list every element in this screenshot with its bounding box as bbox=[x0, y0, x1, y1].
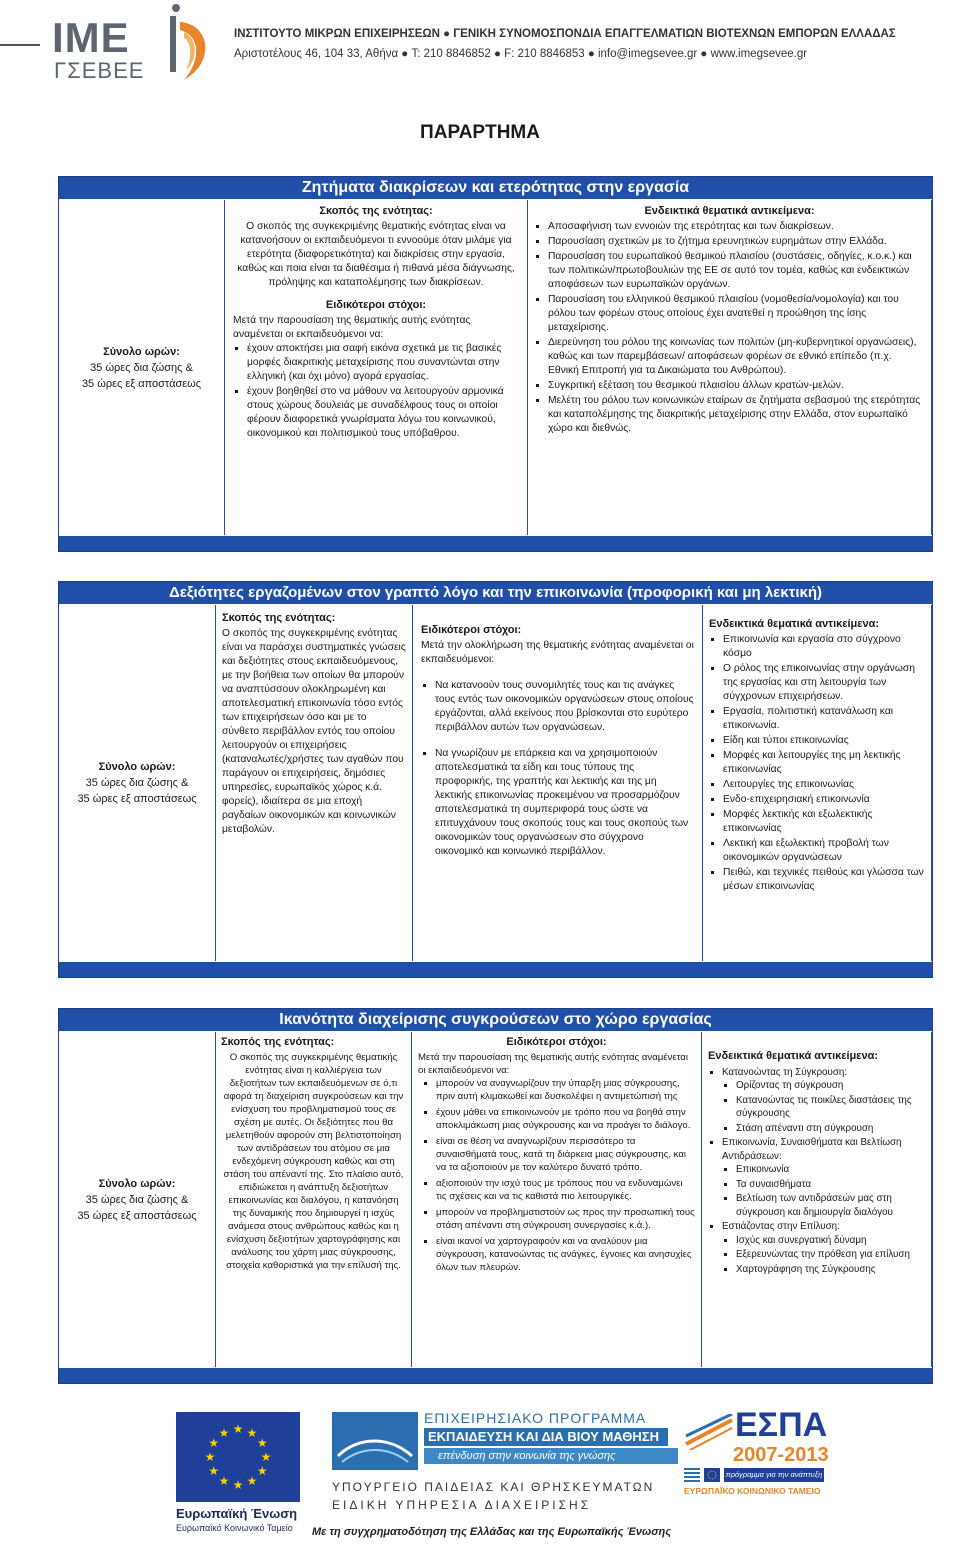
eu-star-icon: ★ bbox=[218, 1425, 230, 1440]
topic-item: ▪ Ορίζοντας τη σύγκρουση bbox=[736, 1079, 925, 1093]
program-line-3: επένδυση στην κοινωνία της γνώσης bbox=[424, 1448, 678, 1464]
eu-fund-label: Ευρωπαϊκό Κοινωνικό Ταμείο bbox=[176, 1523, 293, 1533]
goals-intro: Μετά την ολοκλήρωση της θεματικής ενότητας αναμένεται οι εκπαιδευόμενοι: bbox=[421, 640, 694, 665]
page-title: ΠΑΡΑΡΤΗΜΑ bbox=[420, 122, 540, 143]
ministry-line-1: ΥΠΟΥΡΓΕΙΟ ΠΑΙΔΕΙΑΣ ΚΑΙ ΘΡΗΣΚΕΥΜΑΤΩΝ bbox=[332, 1480, 655, 1494]
purpose-heading: Σκοπός της ενότητας: bbox=[221, 1036, 335, 1048]
hours-cell bbox=[59, 200, 225, 535]
topic-group bbox=[722, 1220, 925, 1276]
module-title: Ικανότητα διαχείρισης συγκρούσεων στο χώρο εργασίας bbox=[59, 1009, 932, 1031]
goal-item: ▪ είναι σε θέση να αναγνωρίζουν περισσότερο τα συναισθήματά τους, κατά τη διάρκεια μιας σύγκρουσης, και να τα αξιοποιούν με τον καλύτερο δυνατό τρόπο. bbox=[436, 1135, 695, 1174]
topic-item: ▪ Ο ρόλος της επικοινωνίας στην οργάνωση της εργασίας και στη λειτουργία των σύγχρονων επιχειρήσεων. bbox=[723, 662, 925, 704]
topics-cell bbox=[528, 200, 932, 535]
topic-item: ▪ Κατανοώντας τις ποικίλες διαστάσεις της σύγκρουσης bbox=[736, 1094, 925, 1121]
eu-star-icon: ★ bbox=[208, 1436, 220, 1450]
greek-eu-flags-icon bbox=[684, 1468, 720, 1482]
espa-fund-label: ΕΥΡΩΠΑΪΚΟ ΚΟΙΝΩΝΙΚΟ ΤΑΜΕΙΟ bbox=[684, 1486, 821, 1496]
topics-heading: Ενδεικτικά θεματικά αντικείμενα: bbox=[709, 618, 880, 630]
topic-item: ▪ Χαρτογράφηση της Σύγκρουσης bbox=[736, 1263, 925, 1277]
topic-item: ▪ Εργασία, πολιτιστική κατανάλωση και επικοινωνία. bbox=[723, 705, 925, 733]
goal-item: ▪ έχουν αποκτήσει μια σαφή εικόνα σχετικά με τις βασικές μορφές διακριτικής μεταχείρισης που συναντώνται στην ελληνική (και όχι μόνο) αγορά εργασίας. bbox=[247, 342, 519, 384]
goal-item: ▪ έχουν βοηθηθεί στο να μάθουν να λειτουργούν αρμονικά στους χώρους δουλειάς με συναδέλφους τους οι οποίοι φέρουν διαφορετικά γνωρίσματα λόγω του κοινωνικού, οικονομικού και πολιτισμικού τους υπόβαθρου. bbox=[247, 385, 519, 441]
table-footer-bar bbox=[59, 536, 932, 551]
topic-item: ▪ Βελτίωση των αντιδράσεών μας στη σύγκρουση και δημιουργία διαλόγου bbox=[736, 1192, 925, 1219]
eu-star-icon: ★ bbox=[232, 1478, 244, 1492]
purpose-heading: Σκοπός της ενότητας: bbox=[319, 205, 433, 217]
eu-star-icon: ★ bbox=[256, 1436, 268, 1450]
cofunding-statement: Με τη συγχρηματοδότηση της Ελλάδας και της Ευρωπαϊκής Ένωσης bbox=[312, 1526, 672, 1538]
topic-item: ▪ Παρουσίαση σχετικών με το ζήτημα ερευνητικών ευρημάτων στην Ελλάδα. bbox=[548, 235, 925, 249]
module-title: Δεξιότητες εργαζομένων στον γραπτό λόγο και την επικοινωνία (προφορική και μη λεκτική) bbox=[59, 582, 932, 604]
org-line: ΙΝΣΤΙΤΟΥΤΟ ΜΙΚΡΩΝ ΕΠΙΧΕΙΡΗΣΕΩΝ ● ΓΕΝΙΚΗ ΣΥΝΟΜΟΣΠΟΝΔΙΑ ΕΠΑΓΓΕΛΜΑΤΙΩΝ ΒΙΟΤΕΧΝΩΝ ΕΜΠΟΡΩΝ ΕΛΛΑΔΑΣ bbox=[234, 28, 896, 40]
purpose-goals-cell bbox=[225, 200, 528, 535]
topic-group bbox=[722, 1066, 925, 1136]
hours-cell bbox=[59, 1032, 216, 1367]
goal-item: ▪ έχουν μάθει να επικοινωνούν με τρόπο που να βοηθά στην αποκλιμάκωση μιας σύγκρουσης και να προάγει το διάλογο. bbox=[436, 1106, 695, 1132]
ministry-line-2: ΕΙΔΙΚΗ ΥΠΗΡΕΣΙΑ ΔΙΑΧΕΙΡΙΣΗΣ bbox=[332, 1498, 592, 1512]
topic-group-label: Κατανοώντας τη Σύγκρουση: bbox=[722, 1066, 848, 1078]
program-line-1: ΕΠΙΧΕΙΡΗΣΙΑΚΟ ΠΡΟΓΡΑΜΜΑ bbox=[424, 1410, 647, 1426]
goals-intro: Μετά την παρουσίαση της θεματικής αυτής ενότητας αναμένεται οι εκπαιδευόμενοι να: bbox=[418, 1052, 688, 1076]
module-title: Ζητήματα διακρίσεων και ετερότητας στην εργασία bbox=[59, 177, 932, 199]
contact-line: Αριστοτέλους 46, 104 33, Αθήνα ● T: 210 8846852 ● F: 210 8846853 ● info@imegsevee.gr ● www.imegsevee.gr bbox=[234, 48, 808, 60]
eu-star-icon: ★ bbox=[208, 1464, 220, 1478]
espa-years: 2007-2013 bbox=[733, 1444, 829, 1466]
topic-item: ▪ Διερεύνηση του ρόλου της κοινωνίας των πολιτών (μη-κυβερνητικοί οργανώσεις), καθώς και των παρεμβάσεων/ αποφάσεων φορέων σε εθνικό επίπεδο (π.χ. Εθνική Επιτροπή για τα Δικαιώματα του Ανθρώπου). bbox=[548, 336, 925, 378]
topic-item: ▪ Τα συναισθήματα bbox=[736, 1178, 925, 1192]
eu-star-icon: ★ bbox=[246, 1425, 258, 1440]
espa-tagline: πρόγραμμα για την ανάπτυξη bbox=[724, 1468, 824, 1482]
goal-item: ▪ αξιοποιούν την ισχύ τους με τρόπους που να ενδυναμώνει τις σχέσεις και να τις καθιστά πιο λειτουργικές. bbox=[436, 1177, 695, 1203]
hours-label: Σύνολο ωρών: bbox=[98, 761, 176, 773]
topic-item: ▪ Λειτουργίες της επικοινωνίας bbox=[723, 778, 925, 792]
topic-item: ▪ Συγκριτική εξέταση του θεσμικού πλαισίου άλλων κρατών-μελών. bbox=[548, 379, 925, 393]
hours-remote: 35 ώρες εξ αποστάσεως bbox=[77, 1209, 197, 1222]
topics-cell bbox=[703, 605, 932, 961]
topic-item: ▪ Ενδο-επιχειρησιακή επικοινωνία bbox=[723, 793, 925, 807]
funding-logos bbox=[0, 1400, 960, 1547]
table-footer-bar bbox=[59, 962, 932, 977]
topic-item: ▪ Λεκτική και εξωλεκτική προβολή των οικονομικών οργανώσεων bbox=[723, 837, 925, 865]
hours-label: Σύνολο ωρών: bbox=[103, 345, 180, 358]
hours-remote: 35 ώρες εξ αποστάσεως bbox=[81, 377, 202, 390]
goals-heading: Ειδικότεροι στόχοι: bbox=[421, 624, 522, 636]
hours-cell bbox=[59, 605, 216, 961]
purpose-cell bbox=[216, 1032, 412, 1367]
topic-item: ▪ Επικοινωνία bbox=[736, 1163, 925, 1177]
topic-item: ▪ Μελέτη του ρόλου των κοινωνικών εταίρων σε ζητήματα σεβασμού της ετερότητας και καταπολέμησης της διακριτικής μεταχείρισης στην Ελλάδα, στον ευρωπαϊκό χώρο και διεθνώς. bbox=[548, 394, 925, 436]
program-line-2: ΕΚΠΑΙΔΕΥΣΗ ΚΑΙ ΔΙΑ ΒΙΟΥ ΜΑΘΗΣΗ bbox=[424, 1428, 668, 1446]
topic-item: ▪ Ισχύς και συνεργατική δύναμη bbox=[736, 1234, 925, 1248]
table-footer-bar bbox=[59, 1368, 932, 1383]
eu-flag-icon bbox=[176, 1412, 300, 1502]
espa-swoosh-icon bbox=[684, 1414, 734, 1450]
topic-item: ▪ Στάση απέναντι στη σύγκρουση bbox=[736, 1122, 925, 1136]
eu-label: Ευρωπαϊκή Ένωση bbox=[176, 1506, 298, 1521]
topic-item: ▪ Μορφές λεκτικής και εξωλεκτικής επικοινωνίας bbox=[723, 808, 925, 836]
eu-star-icon: ★ bbox=[246, 1474, 258, 1489]
hours-in-person: 35 ώρες δια ζώσης & bbox=[85, 1193, 189, 1206]
topic-group-label: Εστιάζοντας στην Επίλυση: bbox=[722, 1221, 840, 1232]
header-rule bbox=[0, 44, 40, 46]
logo-gsevee-text: ΓΣΕΒΕΕ bbox=[54, 58, 145, 83]
logo-mark-icon bbox=[150, 2, 216, 86]
goal-item: ▪ είναι ικανοί να χαρτογραφούν και να αναλύουν μια σύγκρουση, κατανοώντας τις ανάγκες, έγνοιες και ανησυχίες όλων των πλευρών. bbox=[436, 1235, 695, 1274]
module-table-conflict bbox=[58, 1008, 933, 1384]
goal-item: ▪ μπορούν να προβληματιστούν ως προς την προσωπική τους στάση απέναντι στη σύγκρουση συνεργασίες κ.ά.). bbox=[436, 1206, 695, 1232]
logo-ime-text: ΙΜΕ bbox=[52, 14, 130, 61]
letterhead bbox=[0, 0, 960, 90]
topic-group bbox=[722, 1136, 925, 1219]
lifelong-learning-emblem-icon bbox=[332, 1412, 418, 1470]
purpose-text: Ο σκοπός της συγκεκριμένης θεματικής ενότητας είναι η καλλιέργεια των δεξιοτήτων των εκπαιδευόμενων σε ό,τι αφορά τη διαχείριση συγκρούσεων και την ενίσχυση του προβληματισμού τους σε σχέση με αυτές. Οι δεξιότητες που θα μελετηθούν αφορούν στη βελτιστοποίηση των αντιδράσεων του ατόμου σε μια ενδεχόμενη σύγκρουση καθώς και στη στάση του απέναντί της. Στο πλαίσιο αυτό, επιδιώκεται η ανάπτυξη δεξιοτήτων επικοινωνίας και διαλόγου, η κατανόηση της δυναμικής που δημιουργεί η ισχύς ανάμεσα στους ανθρώπους καθώς και η ενίσχυση δεξιοτήτων χαρτογράφησης και ανάλυσης του χάρτη μιας σύγκρουσης, στοιχεία καθοριστικά για την επίλυσή της. bbox=[223, 1052, 404, 1271]
goals-heading: Ειδικότεροι στόχοι: bbox=[325, 299, 427, 311]
purpose-heading: Σκοπός της ενότητας: bbox=[222, 612, 336, 624]
module-table-communication bbox=[58, 581, 933, 978]
eu-star-icon: ★ bbox=[218, 1474, 230, 1489]
goal-item: ▪ Να γνωρίζουν με επάρκεια και να χρησιμοποιούν αποτελεσματικά τα είδη και τους τύπους της προφορικής, της γραπτής και λεκτικής και της μη λεκτικής επικοινωνίας προκειμένου να προσαρμόζουν αποτελεσματικά τη συμπεριφορά τους ώστε να επιτυγχάνουν τους σκοπούς τους και τους σκοπούς των οικονομικών τους οργανώσεων στο σύγχρονο οικονομικό και κοινωνικό περιβάλλον. bbox=[435, 747, 694, 859]
topics-heading: Ενδεικτικά θεματικά αντικείμενα: bbox=[644, 205, 815, 217]
eu-star-icon: ★ bbox=[256, 1464, 268, 1478]
topic-item: ▪ Παρουσίαση του ελληνικού θεσμικού πλαισίου (νομοθεσία/νομολογία) και του ρόλου των φορέων στους οποίους έχει ανατεθεί η προώθηση της ίσης μεταχείρισης. bbox=[548, 293, 925, 335]
topics-heading: Ενδεικτικά θεματικά αντικείμενα: bbox=[708, 1050, 879, 1062]
eu-star-icon: ★ bbox=[260, 1450, 272, 1464]
topic-item: ▪ Είδη και τύποι επικοινωνίας bbox=[723, 734, 925, 748]
hours-in-person: 35 ώρες δια ζώσης & bbox=[85, 777, 189, 789]
goals-cell bbox=[412, 1032, 702, 1367]
topic-item: ▪ Πειθώ, και τεχνικές πειθούς και γλώσσα των μέσων επικοινωνίας bbox=[723, 866, 925, 894]
topic-group-label: Επικοινωνία, Συναισθήματα και Βελτίωση Αντιδράσεων: bbox=[722, 1137, 902, 1162]
purpose-text: Ο σκοπός της συγκεκριμένης θεματικής ενότητας είναι να κατανοήσουν οι εκπαιδευόμενοι τι εννοούμε όταν μιλάμε για ετερότητα (διαφορετικότητα) και διακρίσεις στην εργασία, καθώς και ποια είναι τα διαθέσιμα ή πιθανά μέσα διάγνωσης, πρόληψης και καταπολέμησης των διακρίσεων. bbox=[237, 221, 515, 288]
espa-logo-text: ΕΣΠΑ bbox=[735, 1406, 828, 1444]
topic-item: ▪ Εξερευνώντας την πρόθεση για επίλυση bbox=[736, 1248, 925, 1262]
topic-item: ▪ Παρουσίαση του ευρωπαϊκού θεσμικού πλαισίου (συστάσεις, οδηγίες, κ.ο.κ.) και των πολιτικών/πρωτοβουλιών της ΕΕ σε αυτό τον τομέα, καθώς και ενδεικτικών αποφάσεων των ευρωπαϊκών οργάνων. bbox=[548, 250, 925, 292]
goals-cell bbox=[413, 605, 703, 961]
purpose-cell bbox=[216, 605, 413, 961]
topics-cell bbox=[702, 1032, 932, 1367]
purpose-text: Ο σκοπός της συγκεκριμένης ενότητας είναι να παράσχει συστηματικές γνώσεις και δεξιότητες στους εκπαιδευόμενους, με την βοήθεια των οποίων θα μπορούν να αναπτύσσουν ολοκληρωμένη και αποτελεσματική επικοινωνία τόσο εντός των επιχειρήσεων όσο και με το σύνθετο περιβάλλον εντός του οποίου λειτουργούν οι επιχειρήσεις (καταναλωτές/χρήστες των αγαθών που παράγουν οι επιχειρήσεις, δημόσιες υπηρεσίες, ευρωπαϊκός χώρος κ.ά. φορείς), ιδιαίτερα σε μια εποχή ραγδαίων οικονομικών και κοινωνικών μεταβολών. bbox=[222, 628, 406, 835]
topic-item: ▪ Επικοινωνία και εργασία στο σύγχρονο κόσμο bbox=[723, 633, 925, 661]
goals-intro: Μετά την παρουσίαση της θεματικής αυτής ενότητας αναμένεται οι εκπαιδευόμενοι να: bbox=[233, 315, 471, 340]
eu-star-icon: ★ bbox=[204, 1450, 216, 1464]
topic-item: ▪ Μορφές και λειτουργίες της μη λεκτικής επικοινωνίας bbox=[723, 749, 925, 777]
hours-in-person: 35 ώρες δια ζώσης & bbox=[90, 361, 193, 374]
hours-remote: 35 ώρες εξ αποστάσεως bbox=[77, 793, 197, 805]
eu-star-icon: ★ bbox=[232, 1422, 244, 1436]
goal-item: ▪ Να κατανοούν τους συνομιλητές τους και τις ανάγκες τους εντός των οικονομικών οργανώσεων στους οποίους εργάζονται, αλλά εκείνους που βρίσκονται στο ευρύτερο περιβάλλον αυτών των οργανώσεων. bbox=[435, 679, 694, 735]
module-table-discrimination bbox=[58, 176, 933, 552]
goal-item: ▪ μπορούν να αναγνωρίζουν την ύπαρξη μιας σύγκρουσης, πριν αυτή κλιμακωθεί και δυσκολέψει η αντιμετώπισή της bbox=[436, 1077, 695, 1103]
goals-heading: Ειδικότεροι στόχοι: bbox=[506, 1036, 607, 1048]
hours-label: Σύνολο ωρών: bbox=[98, 1177, 176, 1190]
topic-item: ▪ Αποσαφήνιση των εννοιών της ετερότητας και των διακρίσεων. bbox=[548, 220, 925, 234]
